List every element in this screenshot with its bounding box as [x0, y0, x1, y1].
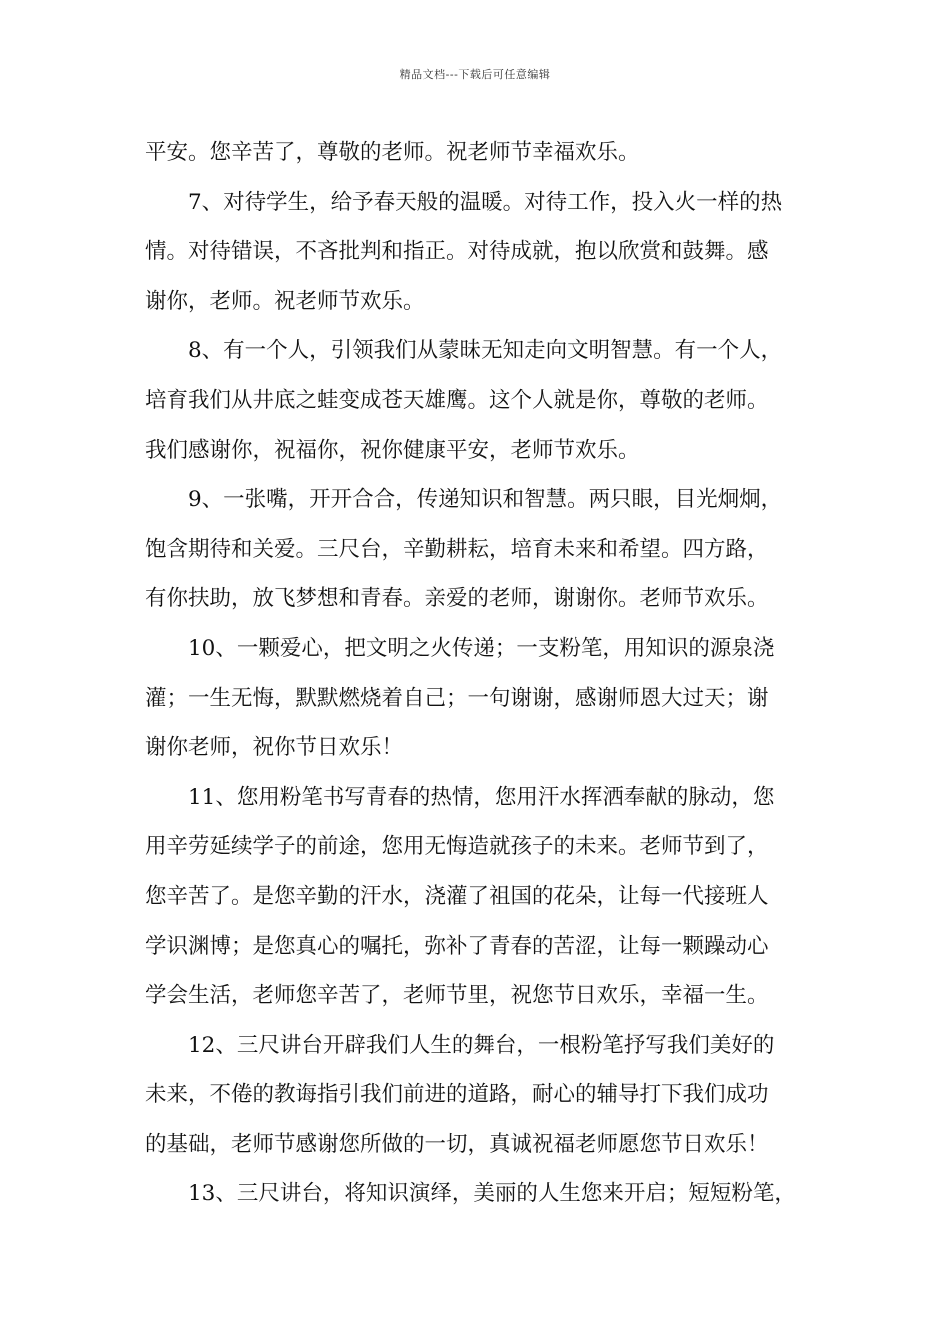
text-line: 未来，不倦的教诲指引我们前进的道路，耐心的辅导打下我们成功 [145, 1082, 769, 1108]
text-line: 您辛苦了。是您辛勤的汗水，浇灌了祖国的花朵，让每一代接班人 [145, 883, 769, 909]
text-line: 学识渊博；是您真心的嘱托，弥补了青春的苦涩，让每一颗躁动心 [145, 933, 769, 959]
text-line: 谢你老师，祝你节日欢乐！ [145, 735, 404, 761]
document-body [145, 128, 813, 1219]
text-line: 饱含期待和关爱。三尺台，辛勤耕耘，培育未来和希望。四方路， [145, 536, 769, 562]
text-line: 情。对待错误，不吝批判和指正。对待成就，抱以欣赏和鼓舞。感 [145, 239, 769, 265]
paragraph-start-line: 11、您用粉笔书写青春的热情，您用汗水挥洒奉献的脉动，您 [188, 784, 775, 810]
paragraph-start-line: 10、一颗爱心，把文明之火传递；一支粉笔，用知识的源泉浇 [188, 635, 775, 661]
text-line: 平安。您辛苦了，尊敬的老师。祝老师节幸福欢乐。 [145, 140, 640, 165]
text-line: 学会生活，老师您辛苦了，老师节里，祝您节日欢乐，幸福一生。 [145, 983, 769, 1009]
paragraph-start-line: 9、一张嘴，开开合合，传递知识和智慧。两只眼，目光炯炯， [188, 487, 783, 513]
text-line: 灌；一生无悔，默默燃烧着自己；一句谢谢，感谢师恩大过天；谢 [145, 685, 769, 711]
paragraph-start-line: 8、有一个人，引领我们从蒙昧无知走向文明智慧。有一个人， [188, 338, 783, 364]
paragraph-start-line: 12、三尺讲台开辟我们人生的舞台，一根粉笔抒写我们美好的 [188, 1032, 775, 1058]
text-line: 用辛劳延续学子的前途，您用无悔造就孩子的未来。老师节到了， [145, 834, 769, 860]
text-line: 谢你，老师。祝老师节欢乐。 [145, 288, 425, 314]
paragraph-start-line: 7、对待学生，给予春天般的温暖。对待工作，投入火一样的热 [188, 189, 783, 215]
text-line: 培育我们从井底之蛙变成苍天雄鹰。这个人就是你，尊敬的老师。 [145, 387, 769, 413]
page-header: 精品文档---下载后可任意编辑 [399, 68, 551, 81]
text-line: 有你扶助，放飞梦想和青春。亲爱的老师，谢谢你。老师节欢乐。 [145, 586, 769, 612]
paragraph-start-line: 13、三尺讲台，将知识演绎，美丽的人生您来开启；短短粉笔， [188, 1181, 796, 1207]
text-line: 的基础，老师节感谢您所做的一切，真诚祝福老师愿您节日欢乐！ [145, 1131, 769, 1157]
text-line: 我们感谢你，祝福你，祝你健康平安，老师节欢乐。 [145, 437, 640, 463]
